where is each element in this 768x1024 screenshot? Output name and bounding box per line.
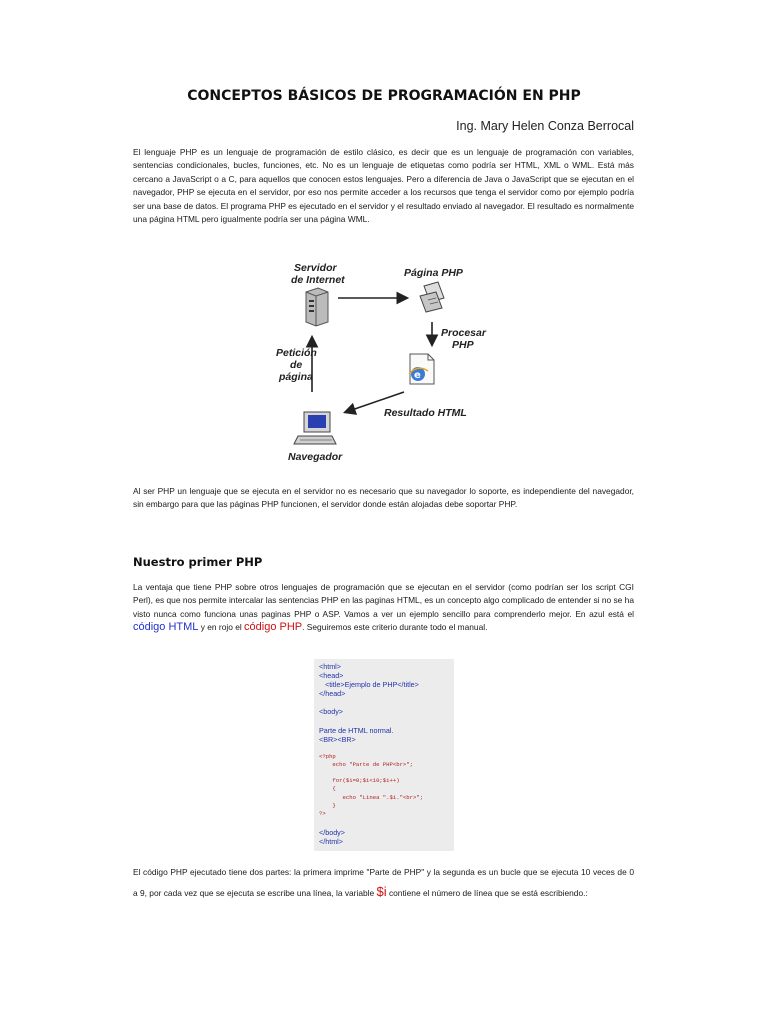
svg-text:e: e — [414, 370, 421, 381]
paragraph-text: y en rojo el — [200, 622, 242, 633]
code-line-php: { — [319, 785, 336, 792]
code-sample-block — [314, 659, 454, 851]
code-line-php: echo "Linea ".$i."<br>"; — [319, 794, 424, 801]
page-title: CONCEPTOS BÁSICOS DE PROGRAMACIÓN EN PHP — [187, 88, 581, 104]
code-line: <BR><BR> — [319, 735, 356, 744]
process-label-1: Procesar — [441, 327, 486, 339]
paragraph-text: . Seguiremos este criterio durante todo el manual. — [302, 622, 488, 633]
php-document-icon — [420, 282, 444, 312]
code-line: <body> — [319, 707, 343, 716]
server-icon — [306, 288, 328, 326]
code-line: </head> — [319, 689, 346, 698]
code-line-php: <?php — [319, 753, 336, 760]
php-flow-diagram — [266, 252, 502, 472]
paragraph-browser-independence: Al ser PHP un lenguaje que se ejecuta en el servidor no es necesario que su navegador lo soporte, es independiente del navegador, sin embargo para que las páginas PHP funcionen, el servidor donde están alojadas debe soportar PHP. — [133, 486, 634, 510]
paragraph-text: El código PHP ejecutado tiene dos partes: la primera imprime "Parte de PHP" y la segunda es un bucle que se ejecuta 10 veces de 0 a 9, por cada vez que se ejecuta se escribe una línea, la variable — [133, 867, 634, 898]
intro-paragraph: El lenguaje PHP es un lenguaje de programación de estilo clásico, es decir que es un lenguaje de programación con variables, sentencias condicionales, bucles, funciones, etc. No es un lenguaje de etiquetas como podría ser HTML, XML o WML. Está más cercano a JavaScript o a C, para aquellos que conocen estos lenguajes. Pero a diferencia de Java o JavaScript que se ejecutan en el navegador, PHP se ejecuta en el servidor, por eso nos permite acceder a los recursos que tenga el servidor como por ejemplo podría ser una base de datos. El programa PHP es ejecutado en el servidor y el resultado enviado al navegador. El resultado es normalmente una página HTML pero igualmente podría ser una página WML. — [133, 147, 634, 225]
paragraph-code-explanation — [133, 862, 634, 903]
code-line-php: } — [319, 802, 336, 809]
request-label-1: Petición — [276, 347, 317, 359]
author-name: Ing. Mary Helen Conza Berrocal — [456, 119, 634, 133]
section-heading: Nuestro primer PHP — [133, 555, 263, 569]
request-label-2: de — [290, 359, 303, 371]
html-code-highlight: código HTML — [133, 621, 199, 634]
php-code-highlight: código PHP — [244, 621, 303, 634]
computer-icon — [294, 412, 336, 444]
code-line-php: for($i=0;$i<10;$i++) — [319, 777, 400, 784]
code-line: <head> — [319, 671, 344, 680]
result-label: Resultado HTML — [384, 407, 467, 419]
process-label-2: PHP — [452, 339, 474, 351]
code-line: <title>Ejemplo de PHP</title> — [319, 680, 419, 689]
code-line-php: echo "Parte de PHP<br>"; — [319, 761, 413, 768]
code-line: </body> — [319, 828, 345, 837]
code-line: <html> — [319, 662, 341, 671]
variable-highlight: $i — [376, 884, 387, 899]
browser-label: Navegador — [288, 451, 343, 463]
code-line-php: ?> — [319, 810, 326, 817]
paragraph-text: La ventaja que tiene PHP sobre otros lenguajes de programación que se ejecutan en el servidor (como podrían ser los script CGI Perl), es que nos permite intercalar las sentencias PHP en las paginas HTML, es un concepto algo complicado de entender si no se ha visto nunca como funciona unas paginas PHP o ASP. Vamos a ver un ejemplo sencillo para comprenderlo mejor. En azul está el — [133, 582, 634, 619]
php-page-label: Página PHP — [404, 267, 463, 279]
code-line: Parte de HTML normal. — [319, 726, 394, 735]
html-document-icon — [409, 354, 434, 384]
request-label-3: página — [279, 371, 313, 383]
code-line: </html> — [319, 837, 343, 846]
paragraph-first-php — [133, 581, 634, 635]
diagram-canvas — [266, 252, 502, 472]
server-label-1: Servidor — [294, 262, 337, 274]
paragraph-text: contiene el número de línea que se está escribiendo.: — [388, 888, 588, 898]
server-label-2: de Internet — [291, 274, 345, 286]
